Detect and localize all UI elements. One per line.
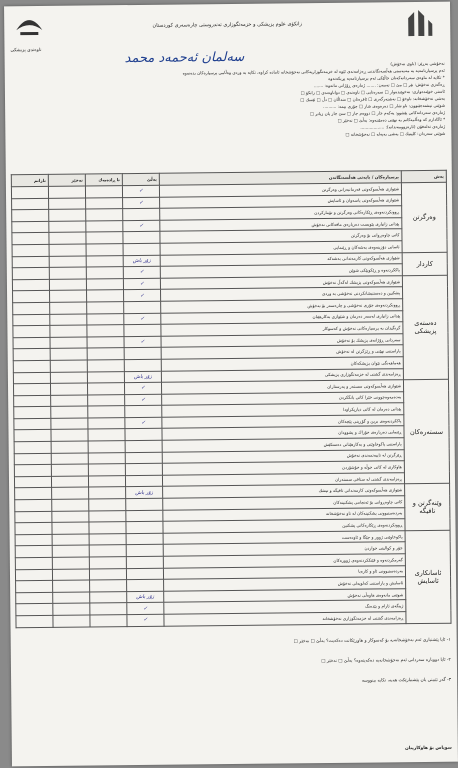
answer-cell[interactable]: [14, 465, 51, 477]
col-no: نەخێر: [48, 174, 85, 186]
answer-yes-cell[interactable]: ✓: [123, 197, 160, 209]
ministry-logo-icon: [402, 8, 436, 38]
answer-cell[interactable]: [86, 232, 123, 244]
university-title: زانكۆی علوم پزیشكی و خزمەتگوزاری تەندروستی چارەسەری كوردستان: [152, 21, 302, 29]
col-somewhat: تا ڕادەیەك: [85, 174, 122, 186]
answer-cell[interactable]: [50, 314, 87, 326]
answer-cell[interactable]: [12, 210, 49, 222]
answer-cell[interactable]: [88, 464, 125, 476]
section-label: وێنەگرتن و تاقیگە: [405, 484, 450, 531]
info-block: [11, 60, 446, 142]
answer-cell[interactable]: [53, 615, 90, 627]
answer-cell[interactable]: [13, 383, 50, 395]
answer-cell[interactable]: [51, 441, 88, 453]
question-text: گرنگیدان بە پرسیارەكانی نەخۆش و كەسوكار: [161, 322, 403, 336]
answer-cell[interactable]: [87, 313, 124, 325]
answer-yes-cell[interactable]: ✓: [124, 336, 161, 348]
answer-yes-cell[interactable]: ✓: [124, 290, 161, 302]
answer-cell[interactable]: [88, 406, 125, 418]
question-text: كاتی چاوەڕوانی بۆ وەرگرتن: [160, 229, 402, 243]
answer-cell[interactable]: [50, 372, 87, 384]
question-text: پشكنین و دەستنیشانكردنی نەخۆشی بە وردی: [161, 287, 403, 301]
handwritten-name: سەلمان ئەحمەد محمد: [124, 49, 245, 67]
answer-cell[interactable]: [89, 568, 126, 580]
answer-cell[interactable]: [12, 233, 49, 245]
question-text: شێوازی هەڵسوكەوتی كارمەندانی بەشەكە: [160, 252, 402, 266]
answer-cell[interactable]: [50, 383, 87, 395]
question-text: ڕوونكردنەوەی جۆری نەخۆشی و چارەسەر بۆ نەخۆش: [161, 299, 403, 313]
section-label: كاردار: [402, 252, 447, 276]
question-text: پاككردنەوە و ڕێكوپێكی شوێن: [160, 264, 402, 278]
footer-q1: ١- ئایا پێشنیاری ئەم نەخۆشخانەیە بۆ كەسوكار و هاوڕێكانت دەكەیت؟ بەڵێ □ نەخێر □: [293, 637, 451, 645]
answer-cell[interactable]: [86, 220, 123, 232]
answer-cell[interactable]: [12, 221, 49, 233]
answer-yes-cell[interactable]: [123, 243, 160, 255]
section-label: دەستەی پزیشكی: [402, 275, 448, 380]
left-header-text: ناوەندی پزیشكی: [10, 47, 42, 54]
answer-cell[interactable]: [51, 476, 88, 488]
question-text: شێوازی هەڵسوكەوتی كارمەندانی تاقیگە و تیشك: [163, 484, 405, 498]
answer-cell[interactable]: [52, 511, 89, 523]
answer-cell[interactable]: [86, 209, 123, 221]
answer-cell[interactable]: [88, 441, 125, 453]
col-question: پرسیارەكان / بابەتی هەڵسەنگاندن: [159, 171, 401, 186]
answer-yes-cell[interactable]: [126, 556, 163, 568]
answer-cell[interactable]: [89, 510, 126, 522]
answer-cell[interactable]: [12, 256, 49, 268]
answer-cell[interactable]: [87, 348, 124, 360]
footer-q2: ٢- ئایا دووبارە سەردانی ئەم نەخۆشخانەیە دەكەیتەوە؟ بەڵێ □ نەخێر □: [321, 657, 451, 665]
answer-cell[interactable]: [12, 198, 49, 210]
answer-cell[interactable]: [50, 337, 87, 349]
answer-cell[interactable]: [16, 615, 53, 627]
question-text: ئاسایش و پاراستنی كەلوپەلی نەخۆش: [164, 577, 406, 591]
answer-cell[interactable]: [14, 453, 51, 465]
answer-yes-cell[interactable]: [125, 406, 162, 418]
question-text: گەرمكردنەوە و فێنككردنەوەی ژوورەكان: [163, 554, 405, 568]
answer-yes-cell[interactable]: [127, 579, 164, 591]
answer-cell[interactable]: [53, 592, 90, 604]
question-text: ڕوونكردنەوەی ڕێكارەكانی وەرگرتن و تۆماركردن: [160, 206, 402, 220]
question-text: ڕەزامەندی گشتی لە خزمەتگوزاری پزیشكی: [161, 368, 403, 382]
answer-cell[interactable]: [13, 360, 50, 372]
info-line: ڕەگەزی نەخۆش: نێر □ مێ □ تەمەن: ....... ژمارەی ڕۆژانی مانەوە: .......: [313, 81, 445, 89]
answer-cell[interactable]: [15, 488, 52, 500]
answer-yes-cell[interactable]: ✓: [123, 220, 160, 232]
question-text: ڕوونكردنەوەی ڕێكارەكانی پشكنین: [163, 519, 405, 533]
answer-yes-cell[interactable]: [123, 208, 160, 220]
section-label: سستەرەكان: [403, 379, 449, 484]
questionnaire-sheet: [4, 2, 458, 767]
answer-cell[interactable]: [16, 581, 53, 593]
survey-table: [11, 170, 452, 628]
answer-cell[interactable]: [52, 499, 89, 511]
answer-cell[interactable]: [89, 557, 126, 569]
answer-cell[interactable]: [89, 545, 126, 557]
answer-cell[interactable]: [13, 372, 50, 384]
answer-cell[interactable]: [49, 209, 86, 221]
col-unknown: نازانم: [11, 174, 48, 186]
answer-cell[interactable]: [90, 615, 127, 627]
footer-q3: ٣- گەر تێبینی یان پێشنیارێكت هەیە، تكایە بینووسە: [361, 677, 452, 684]
answer-cell[interactable]: [87, 336, 124, 348]
info-line: ئەم پرسیارنامەیە بە مەبەستی هەڵسەنگاندنی ڕەزامەندی ئێوە لە خزمەتگوزاریەكانی نەخۆشخانە ئامادە كراوە، تكایە بە وردی وەڵامی پرسیارەكان بدەنەوە: [182, 67, 445, 76]
answer-yes-cell[interactable]: زۆر باش: [127, 591, 164, 603]
question-text: شێوازی هەڵسوكەوتی پاسەوان و ئاسایش: [160, 194, 402, 208]
question-text: پێدانی زانیاری لەسەر دەرمان و شێوازی بەكارهێنان: [161, 310, 403, 324]
answer-yes-cell[interactable]: ✓: [125, 417, 162, 429]
question-text: بەدەمەوەچوونی خێرا كاتی بانگكردن: [162, 391, 404, 405]
answer-cell[interactable]: [90, 591, 127, 603]
answer-cell[interactable]: [89, 499, 126, 511]
question-text: بەردەستبوونی ئاو و كارەبا: [163, 565, 405, 579]
answer-yes-cell[interactable]: ✓: [123, 278, 160, 290]
question-text: بەردەستبوونی پشكنینەكان لە ناو نەخۆشخانە: [163, 507, 405, 521]
answer-cell[interactable]: [86, 278, 123, 290]
info-line: شوێنی نیشتەجێبوون: ناو شار □ دەرەوەی شار □ جۆری بیمە: ..........: [323, 102, 446, 110]
question-text: كاتی چاوەڕوانی بۆ ئەنجامی پشكنینەكان: [163, 496, 405, 510]
answer-cell[interactable]: [15, 557, 52, 569]
question-text: شێوازی هەڵسوكەوتی پزیشك لەگەڵ نەخۆش: [160, 275, 402, 289]
answer-cell[interactable]: [16, 604, 53, 616]
question-text: پاراستنی پاكوخاوێنی و بەكارهێنانی دەستكێش: [162, 438, 404, 452]
info-line: شوێنی سەردان: كلینیك □ بەشی بەپەلە □ نەخۆشخانە □: [345, 130, 446, 137]
answer-yes-cell[interactable]: زۆر باش: [124, 371, 161, 383]
answer-cell[interactable]: [51, 429, 88, 441]
answer-yes-cell[interactable]: [124, 348, 161, 360]
answer-cell[interactable]: [53, 580, 90, 592]
answer-cell[interactable]: [14, 441, 51, 453]
question-text: شێوازی هەڵسوكەوتی سستەر و پەرستاران: [161, 380, 403, 394]
answer-cell[interactable]: [52, 534, 89, 546]
answer-cell[interactable]: [89, 522, 126, 534]
answer-yes-cell[interactable]: [125, 463, 162, 475]
info-line: * تكایە لە ماوەی سەردانەكەتان خاڵێكی ئەم پرسیارنامەیە پڕبكەنەوە: [328, 74, 445, 81]
answer-cell[interactable]: [49, 221, 86, 233]
answer-cell[interactable]: [90, 580, 127, 592]
info-line: نەخۆشی بەڕێز: (ناوی نەخۆش): [390, 60, 445, 67]
answer-yes-cell[interactable]: زۆر باش: [123, 255, 160, 267]
answer-cell[interactable]: [49, 267, 86, 279]
answer-cell[interactable]: [87, 302, 124, 314]
answer-cell[interactable]: [12, 244, 49, 256]
answer-yes-cell[interactable]: [125, 475, 162, 487]
answer-cell[interactable]: [14, 430, 51, 442]
answer-cell[interactable]: [85, 186, 122, 198]
answer-yes-cell[interactable]: ✓: [122, 185, 159, 197]
answer-cell[interactable]: [51, 418, 88, 430]
answer-yes-cell[interactable]: ✓: [124, 382, 161, 394]
answer-cell[interactable]: [14, 418, 51, 430]
answer-cell[interactable]: [15, 546, 52, 558]
question-text: ڕێنمایی دەربارەی خۆراك و پشوودان: [162, 426, 404, 440]
answer-cell[interactable]: [86, 197, 123, 209]
info-line: ژمارەی سەردانەكانی پێشوو: یەكەم جار □ دووەم جار □ سێ جار یان زیاتر □: [309, 109, 446, 117]
answer-yes-cell[interactable]: [126, 510, 163, 522]
answer-cell[interactable]: [49, 256, 86, 268]
question-text: پێدانی دەرمان لە كاتی دیاریكراودا: [162, 403, 404, 417]
table-body: [11, 182, 451, 627]
answer-cell[interactable]: [14, 476, 51, 488]
answer-cell[interactable]: [15, 499, 52, 511]
question-text: هەماهەنگی نێوان پزیشكەكان: [161, 357, 403, 371]
answer-cell[interactable]: [88, 452, 125, 464]
question-text: ژینگەی ئارام و بێدەنگ: [164, 600, 406, 614]
answer-cell[interactable]: [53, 603, 90, 615]
question-text: شێوازی هەڵسوكەوتی فەرمانبەرانی وەرگرتن: [159, 183, 401, 197]
info-line: ئاستی خوێندەواری: نەخوێندەوار □ سەرەتایی □ ناوەندی □ دواناوەندی □ زانكۆ □: [300, 88, 445, 96]
answer-cell[interactable]: [90, 603, 127, 615]
answer-yes-cell[interactable]: [124, 359, 161, 371]
question-text: پێدانی زانیاری پێویست دەربارەی مافەكانی نەخۆش: [160, 217, 402, 231]
answer-cell[interactable]: [49, 232, 86, 244]
answer-cell[interactable]: [52, 487, 89, 499]
answer-cell[interactable]: [88, 429, 125, 441]
answer-yes-cell[interactable]: [126, 568, 163, 580]
answer-cell[interactable]: [52, 522, 89, 534]
answer-yes-cell[interactable]: [126, 521, 163, 533]
info-line: ژمارەی تەلەفۆن (ئارەزوومەندانە): ..................: [360, 123, 446, 130]
answer-yes-cell[interactable]: [125, 429, 162, 441]
answer-yes-cell[interactable]: [126, 533, 163, 545]
answer-cell[interactable]: [13, 291, 50, 303]
answer-cell[interactable]: [13, 337, 50, 349]
question-text: هاوكاری لە كاتی جوڵە و خۆشۆردن: [162, 461, 404, 475]
answer-cell[interactable]: [49, 244, 86, 256]
answer-yes-cell[interactable]: [125, 452, 162, 464]
answer-cell[interactable]: [15, 511, 52, 523]
section-label: ئاسانكاری ئاسایش: [405, 530, 451, 623]
answer-cell[interactable]: [87, 360, 124, 372]
answer-cell[interactable]: [49, 279, 86, 291]
answer-yes-cell[interactable]: [124, 301, 161, 313]
answer-cell[interactable]: [49, 198, 86, 210]
answer-cell[interactable]: [87, 383, 124, 395]
question-text: ڕێزگرتن لە تایبەتمەندی نەخۆش: [162, 449, 404, 463]
answer-cell[interactable]: [14, 395, 51, 407]
answer-cell[interactable]: [11, 186, 48, 198]
answer-yes-cell[interactable]: [124, 324, 161, 336]
info-line: * ئاگادارم كە وەڵامەكانم بە نهێنی دەمێننەوە: بەڵێ □ نەخێر □: [337, 116, 446, 123]
answer-cell[interactable]: [52, 545, 89, 557]
answer-cell[interactable]: [86, 244, 123, 256]
answer-cell[interactable]: [88, 394, 125, 406]
question-text: شوێنی مانەوەی هاوەڵی نەخۆش: [164, 588, 406, 602]
answer-cell[interactable]: [15, 534, 52, 546]
answer-cell[interactable]: [50, 325, 87, 337]
answer-yes-cell[interactable]: ✓: [127, 603, 164, 615]
answer-cell[interactable]: [89, 487, 126, 499]
answer-cell[interactable]: [51, 406, 88, 418]
col-yes: بەڵێ: [122, 173, 159, 185]
question-text: ئاسانی دۆزینەوەی بەشەكان و ڕێنمایی: [160, 241, 402, 255]
answer-cell[interactable]: [14, 407, 51, 419]
answer-yes-cell[interactable]: [123, 232, 160, 244]
answer-cell[interactable]: [16, 592, 53, 604]
question-text: ڕەزامەندی گشتی لە خزمەتگوزاری نەخۆشخانە: [164, 612, 406, 626]
answer-cell[interactable]: [15, 523, 52, 535]
question-text: پاراستنی نهێنی و ڕێزگرتن لە نەخۆش: [161, 345, 403, 359]
answer-yes-cell[interactable]: ✓: [125, 394, 162, 406]
answer-cell[interactable]: [52, 557, 89, 569]
footer-thanks: سوپاس بۆ هاوكاریتان: [404, 745, 452, 752]
answer-cell[interactable]: [13, 349, 50, 361]
answer-yes-cell[interactable]: [126, 545, 163, 557]
question-text: پاككردنەوەی برین و گۆڕینی پێچەكان: [162, 415, 404, 429]
question-text: جۆر و كوالیتی خواردن: [163, 542, 405, 556]
answer-cell[interactable]: [88, 475, 125, 487]
answer-cell[interactable]: [86, 267, 123, 279]
answer-cell[interactable]: [15, 569, 52, 581]
answer-cell[interactable]: [87, 290, 124, 302]
answer-cell[interactable]: [89, 533, 126, 545]
col-section: بەش: [401, 170, 446, 182]
answer-yes-cell[interactable]: ✓: [127, 614, 164, 626]
answer-cell[interactable]: [87, 371, 124, 383]
answer-yes-cell[interactable]: زۆر باش: [126, 487, 163, 499]
question-text: سەردانی ڕۆژانەی پزیشك بۆ نەخۆش: [161, 333, 403, 347]
question-text: ڕەزامەندی گشتی لە ستافی سستەران: [162, 473, 404, 487]
answer-cell[interactable]: [87, 325, 124, 337]
answer-cell[interactable]: [50, 348, 87, 360]
answer-cell[interactable]: [50, 290, 87, 302]
answer-yes-cell[interactable]: ✓: [124, 313, 161, 325]
answer-cell[interactable]: [12, 268, 49, 280]
answer-cell[interactable]: [86, 255, 123, 267]
answer-cell[interactable]: [13, 326, 50, 338]
section-label: وەرگرتن: [401, 182, 447, 252]
answer-yes-cell[interactable]: [126, 498, 163, 510]
answer-cell[interactable]: [52, 569, 89, 581]
answer-cell[interactable]: [50, 360, 87, 372]
info-line: بەشی نەخۆشخانە: ناوخۆ □ نەشتەرگەری □ ئافرەتان □ منداڵان □ دڵ □ ئێسك □: [300, 95, 446, 103]
answer-cell[interactable]: [50, 302, 87, 314]
answer-cell[interactable]: [51, 464, 88, 476]
question-text: پاكوخاوێنی ژوور و جێگا و ئاودەست: [163, 530, 405, 544]
answer-yes-cell[interactable]: [125, 440, 162, 452]
answer-yes-cell[interactable]: ✓: [123, 266, 160, 278]
answer-cell[interactable]: [13, 302, 50, 314]
answer-cell[interactable]: [48, 186, 85, 198]
answer-cell[interactable]: [12, 279, 49, 291]
answer-cell[interactable]: [51, 453, 88, 465]
answer-cell[interactable]: [13, 314, 50, 326]
answer-cell[interactable]: [88, 417, 125, 429]
answer-cell[interactable]: [51, 395, 88, 407]
